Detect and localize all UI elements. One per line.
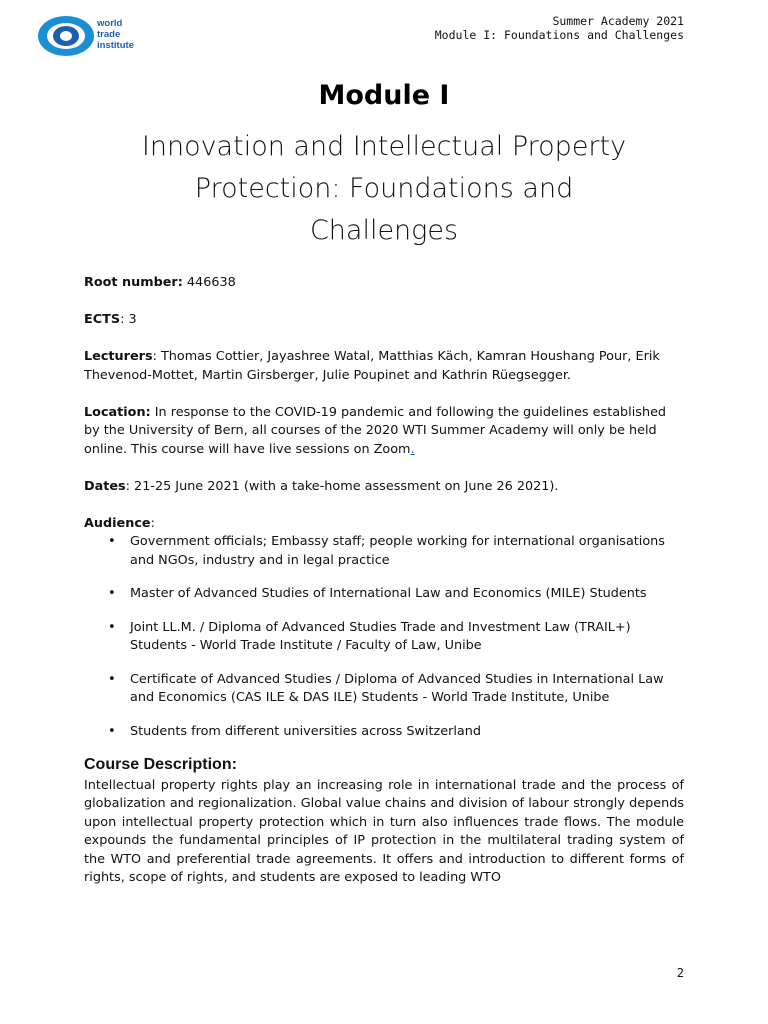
audience-item: • Joint LL.M. / Diploma of Advanced Studies Trade and Investment Law (TRAIL+) Students - World Trade Institute / Faculty of Law, Unibe bbox=[130, 619, 684, 656]
page-subtitle bbox=[90, 126, 678, 252]
location-value: In response to the COVID-19 pandemic and following the guidelines established by the University of Bern, all courses of the 2020 WTI Summer Academy will only be held online. This course will have live sessions on Zoom bbox=[84, 404, 667, 457]
audience-item: • Certificate of Advanced Studies / Diploma of Advanced Studies in International Law and Economics (CAS ILE & DAS ILE) Students - World Trade Institute, Unibe bbox=[130, 671, 684, 708]
zoom-link[interactable]: . bbox=[410, 441, 415, 457]
page-title: Module I bbox=[318, 80, 450, 111]
header-academy: Summer Academy 2021 bbox=[552, 14, 684, 28]
subtitle-line: Protection: Foundations and bbox=[194, 173, 574, 204]
header-module: Module I: Foundations and Challenges bbox=[434, 28, 684, 42]
logo-wordmark bbox=[97, 18, 134, 51]
subtitle-line: Innovation and Intellectual Property bbox=[141, 131, 627, 162]
page-number: 2 bbox=[676, 966, 684, 980]
audience-item: • Government officials; Embassy staff; people working for international organisations and NGOs, industry and in legal practice bbox=[130, 533, 684, 570]
root-number-value: 446638 bbox=[182, 275, 236, 290]
ects-field bbox=[84, 311, 684, 330]
audience-item: • Master of Advanced Studies of International Law and Economics (MILE) Students bbox=[130, 585, 684, 604]
dates-value: : 21-25 June 2021 (with a take-home assessment on June 26 2021). bbox=[125, 478, 559, 494]
lecturers-field bbox=[84, 348, 684, 385]
lecturers-value: : Thomas Cottier, Jayashree Watal, Matthias Käch, Kamran Houshang Pour, Erik Thevenod-Mottet, Martin Girsberger, Julie Poupinet and Kathrin Rüegsegger. bbox=[84, 349, 660, 383]
dates-label: Dates bbox=[84, 478, 126, 494]
wti-eye-icon bbox=[37, 14, 97, 60]
audience-heading bbox=[84, 515, 684, 534]
logo-line: trade bbox=[97, 29, 121, 40]
audience-colon: : bbox=[150, 515, 155, 531]
document-body bbox=[84, 274, 684, 888]
logo-line: institute bbox=[97, 40, 134, 51]
ects-value: : 3 bbox=[120, 312, 137, 327]
lecturers-label: Lecturers bbox=[84, 349, 153, 364]
audience-label: Audience bbox=[84, 515, 151, 531]
location-label: Location: bbox=[84, 404, 151, 420]
audience-list bbox=[84, 533, 684, 741]
subtitle-line: Challenges bbox=[309, 215, 459, 246]
course-description-heading: Course Description: bbox=[84, 756, 237, 773]
root-number-label: Root number: bbox=[84, 275, 183, 290]
course-description-body: Intellectual property rights play an increasing role in international trade and the process of globalization and regionalization. Global value chains and division of labour strongly depends upon intellectual property protection which in turn also influences trade flows. The module expounds the fundamental principles of IP protection in the multilateral trading system of the WTO and preferential trade agreements. It offers and introduction to different forms of rights, scope of rights, and students are exposed to leading WTO bbox=[84, 777, 684, 885]
running-header bbox=[435, 14, 684, 42]
audience-item: • Students from different universities across Switzerland bbox=[130, 723, 684, 742]
audience-section bbox=[84, 515, 684, 742]
ects-label: ECTS bbox=[84, 312, 121, 327]
dates-field bbox=[84, 478, 684, 497]
wti-logo bbox=[37, 14, 157, 60]
location-field bbox=[84, 404, 684, 460]
root-number-field bbox=[84, 274, 684, 293]
logo-line: world bbox=[97, 18, 123, 29]
